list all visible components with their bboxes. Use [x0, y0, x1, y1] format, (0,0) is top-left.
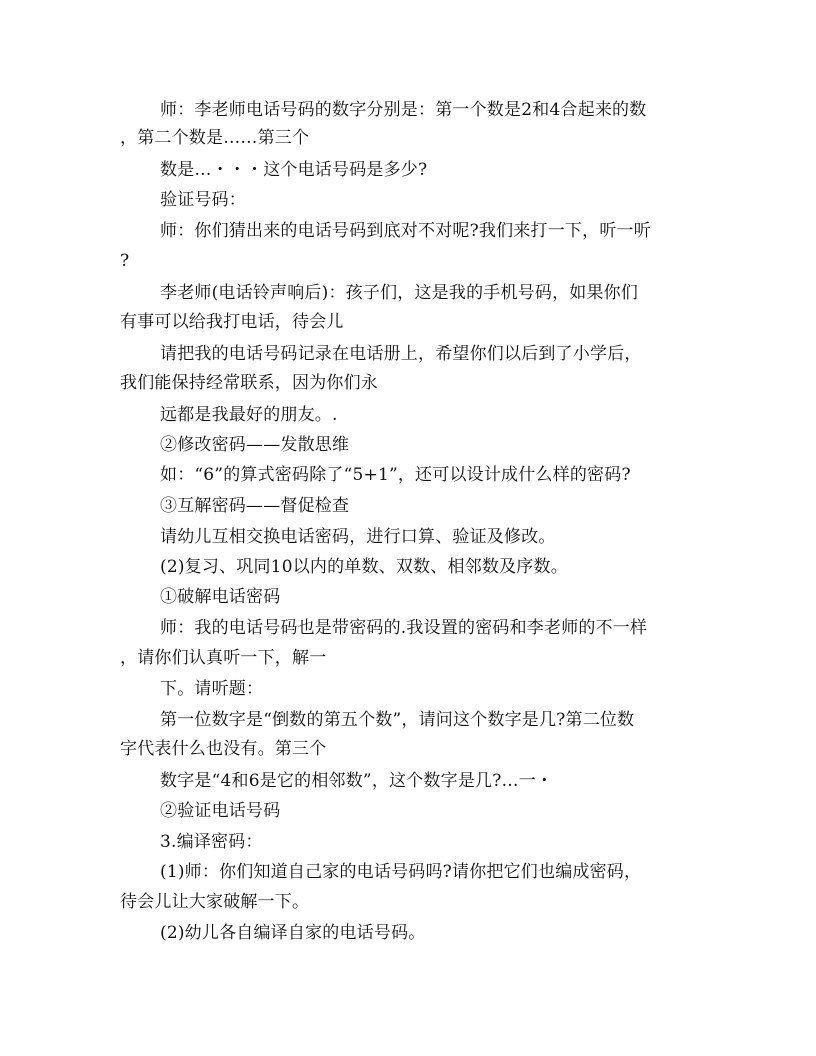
text-line: ，请你们认真听一下，解一 [120, 648, 327, 668]
text-line: 第一位数字是“倒数的第五个数”，请问这个数字是几?第二位数 [160, 710, 635, 730]
text-line: ③互解密码——督促检查 [160, 496, 350, 516]
text-line: 请把我的电话号码记录在电话册上，希望你们以后到了小学后， [160, 344, 642, 364]
text-line: 我们能保持经常联系，因为你们永 [120, 373, 378, 393]
text-line: 3.编译密码： [160, 832, 263, 852]
text-line: 师：李老师电话号码的数字分别是：第一个数是2和4合起来的数 [160, 100, 647, 120]
text-line: 师：我的电话号码也是带密码的.我设置的密码和李老师的不一样 [160, 618, 648, 638]
text-line: ②验证电话号码 [160, 801, 281, 821]
text-line: 下。请听题： [160, 679, 264, 699]
text-line: 师：你们猜出来的电话号码到底对不对呢?我们来打一下，听一听 [160, 221, 651, 241]
text-line: 李老师(电话铃声响后)：孩子们，这是我的手机号码，如果你们 [160, 283, 639, 303]
text-line: 如：“6”的算式密码除了“5+1”，还可以设计成什么样的密码? [160, 465, 631, 485]
text-line: 数字是“4和6是它的相邻数”，这个数字是几?…一・ [160, 771, 554, 791]
text-line: ? [120, 251, 130, 271]
text-line: (1)师：你们知道自己家的电话号码吗?请你把它们也编成密码， [160, 862, 642, 882]
text-line: 数是…・・・这个电话号码是多少? [160, 160, 428, 180]
text-line: 有事可以给我打电话，待会儿 [120, 312, 344, 332]
text-line: ①破解电话密码 [160, 587, 281, 607]
text-line: (2)复习、巩同10以内的单数、双数、相邻数及序数。 [160, 557, 568, 577]
text-line: 待会儿让大家破解一下。 [120, 892, 310, 912]
text-line: 远都是我最好的朋友。. [160, 405, 338, 425]
text-line: ，第二个数是……第三个 [120, 128, 310, 148]
text-line: 验证号码： [160, 190, 246, 210]
text-line: (2)幼儿各自编译自家的电话号码。 [160, 923, 426, 943]
text-line: ②修改密码——发散思维 [160, 435, 350, 455]
text-line: 字代表什么也没有。第三个 [120, 739, 327, 759]
text-line: 请幼儿互相交换电话密码，进行口算、验证及修改。 [160, 527, 556, 547]
